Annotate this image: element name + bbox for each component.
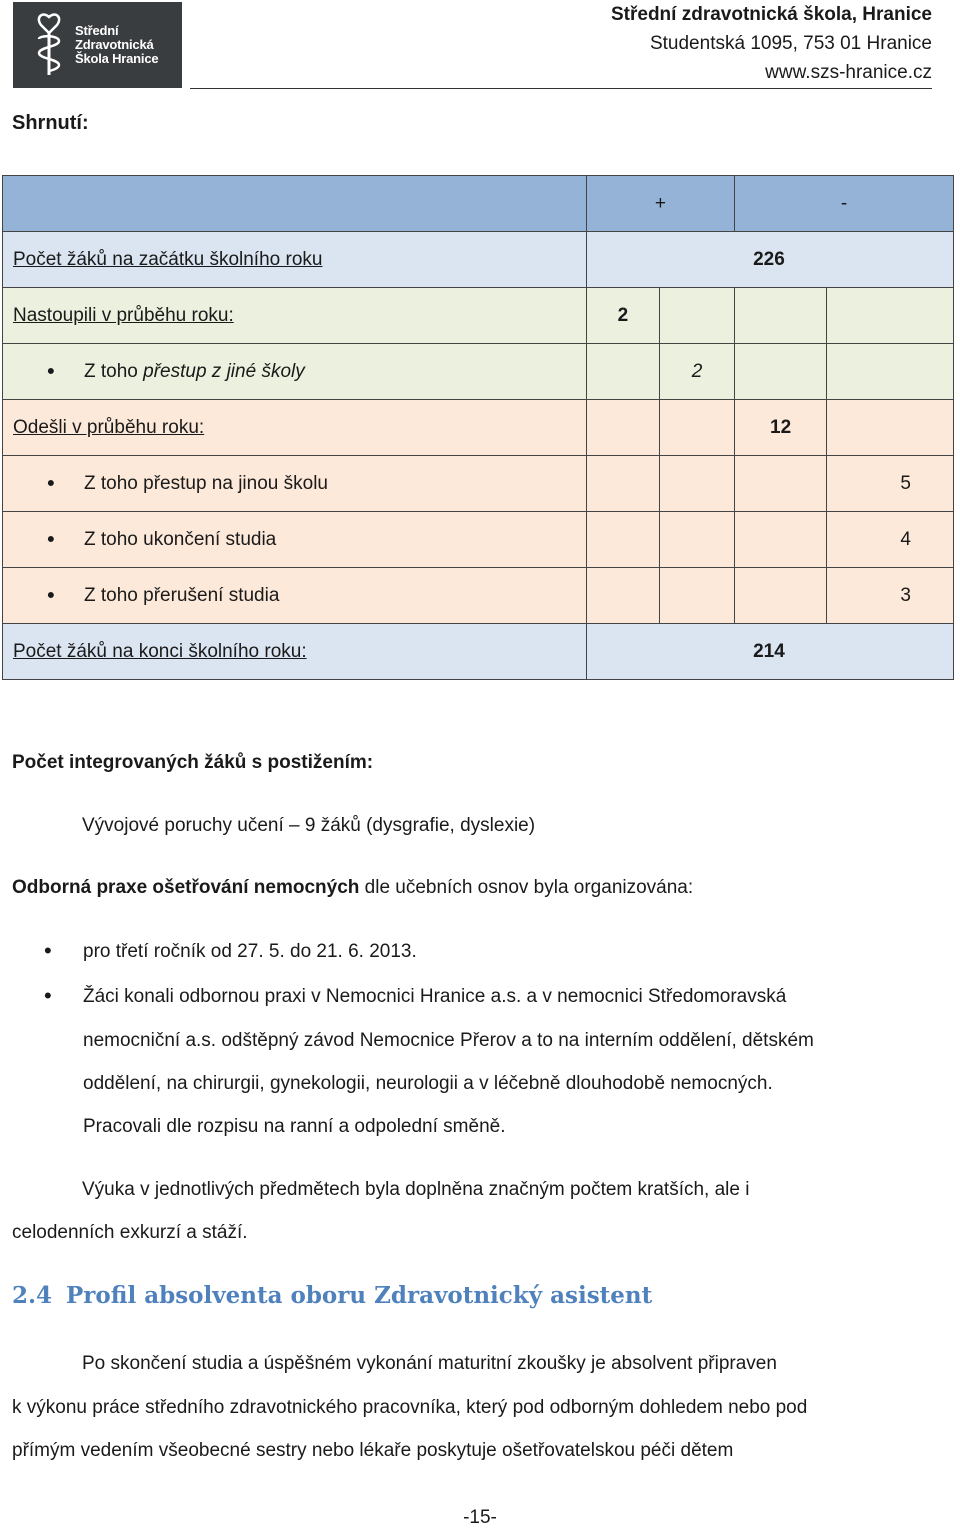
row-interrupted-value: 3 <box>827 568 954 624</box>
row-end-value: 214 <box>586 624 953 680</box>
section-title: Profil absolventa oboru Zdravotnický asistent <box>66 1282 653 1309</box>
page-number: -15- <box>463 1507 497 1528</box>
profile-line-3: přímým vedením všeobecné sestry nebo lékaře poskytuje ošetřovatelskou péči dětem <box>12 1440 734 1461</box>
row-start-value: 226 <box>586 232 953 288</box>
row-joined-value: 2 <box>586 288 659 344</box>
practice-title <box>12 877 693 899</box>
row-left-value: 12 <box>735 400 827 456</box>
empty-cell <box>735 512 827 568</box>
profile-line-1: Po skončení studia a úspěšném vykonání maturitní zkoušky je absolvent připraven <box>82 1353 777 1374</box>
header-plus: + <box>586 176 734 232</box>
logo-line-2: Zdravotnická <box>75 37 154 52</box>
school-address: Studentská 1095, 753 01 Hranice <box>649 33 932 54</box>
empty-cell <box>735 288 827 344</box>
finished-text: Z toho ukončení studia <box>84 528 277 550</box>
practice-bullet-2-line-1: Žáci konali odbornou praxi v Nemocnici Hranice a.s. a v nemocnici Středomoravská <box>83 986 787 1007</box>
row-finished-value: 4 <box>827 512 954 568</box>
empty-cell <box>586 512 659 568</box>
empty-cell <box>660 456 735 512</box>
logo-line-3: Škola Hranice <box>75 51 159 66</box>
table-row-finished <box>3 512 954 568</box>
row-finished-label <box>3 512 587 568</box>
section-number: 2.4 <box>12 1282 53 1309</box>
header-divider <box>190 88 932 89</box>
table-header-row <box>3 176 954 232</box>
empty-cell <box>660 568 735 624</box>
table-row-transfer-in <box>3 344 954 400</box>
practice-title-bold: Odborná praxe ošetřování nemocných <box>12 877 360 898</box>
empty-cell <box>827 288 954 344</box>
empty-cell <box>586 568 659 624</box>
empty-cell <box>660 288 735 344</box>
profile-line-2: k výkonu práce středního zdravotnického pracovníka, který pod odborným dohledem nebo pod <box>12 1397 808 1418</box>
row-transfer-out-value: 5 <box>827 456 954 512</box>
school-website: www.szs-hranice.cz <box>765 62 932 83</box>
header-minus: - <box>735 176 954 232</box>
interrupted-text: Z toho přerušení studia <box>84 584 280 606</box>
header-info <box>611 0 932 87</box>
transfer-in-text: přestup z jiné školy <box>143 360 305 382</box>
teaching-line-1: Výuka v jednotlivých předmětech byla doplněna značným počtem kratších, ale i <box>82 1179 750 1200</box>
practice-bullet-1: pro třetí ročník od 27. 5. do 21. 6. 2013. <box>83 941 417 962</box>
table-row-end <box>3 624 954 680</box>
empty-cell <box>586 456 659 512</box>
transfer-in-prefix: Z toho <box>84 360 144 382</box>
row-joined-label: Nastoupili v průběhu roku: <box>3 288 587 344</box>
practice-bullet-2-line-2: nemocniční a.s. odštěpný závod Nemocnice Přerov a to na interním oddělení, dětském <box>83 1030 814 1051</box>
integrated-detail: Vývojové poruchy učení – 9 žáků (dysgrafie, dyslexie) <box>82 815 536 836</box>
empty-cell <box>660 400 735 456</box>
row-transfer-out-label <box>3 456 587 512</box>
empty-cell <box>660 512 735 568</box>
empty-cell <box>586 400 659 456</box>
row-start-label: Počet žáků na začátku školního roku <box>3 232 587 288</box>
logo-line-1: Střední <box>75 23 119 38</box>
teaching-line-2: celodenních exkurzí a stáží. <box>12 1222 248 1243</box>
row-end-label: Počet žáků na konci školního roku: <box>3 624 587 680</box>
practice-bullet-2-line-3: oddělení, na chirurgii, gynekologii, neurologii a v léčebně dlouhodobě nemocných. <box>83 1073 773 1094</box>
logo-text <box>75 24 158 66</box>
empty-cell <box>735 456 827 512</box>
school-logo <box>13 2 182 88</box>
empty-cell <box>735 568 827 624</box>
summary-table <box>2 175 954 680</box>
table-row-joined <box>3 288 954 344</box>
bullet-icon: • <box>44 983 52 1008</box>
row-transfer-in-value: 2 <box>660 344 735 400</box>
row-interrupted-label <box>3 568 587 624</box>
table-row-transfer-out <box>3 456 954 512</box>
table-row-interrupted <box>3 568 954 624</box>
summary-title: Shrnutí: <box>12 112 89 134</box>
table-row-left <box>3 400 954 456</box>
integrated-title: Počet integrovaných žáků s postižením: <box>12 752 374 773</box>
practice-bullet-2-line-4: Pracovali dle rozpisu na ranní a odpolední směně. <box>83 1116 506 1137</box>
bullet-icon: • <box>44 938 52 963</box>
row-transfer-in-label <box>3 344 587 400</box>
caduceus-heart-icon <box>33 13 65 77</box>
transfer-out-text: Z toho přestup na jinou školu <box>84 472 328 494</box>
school-name: Střední zdravotnická škola, Hranice <box>610 4 932 25</box>
section-heading <box>12 1282 652 1309</box>
empty-cell <box>586 344 659 400</box>
row-left-label: Odešli v průběhu roku: <box>3 400 587 456</box>
header-empty-cell <box>3 176 587 232</box>
empty-cell <box>827 344 954 400</box>
empty-cell <box>827 400 954 456</box>
empty-cell <box>735 344 827 400</box>
table-row-start <box>3 232 954 288</box>
practice-title-rest: dle učebních osnov byla organizována: <box>359 877 694 898</box>
